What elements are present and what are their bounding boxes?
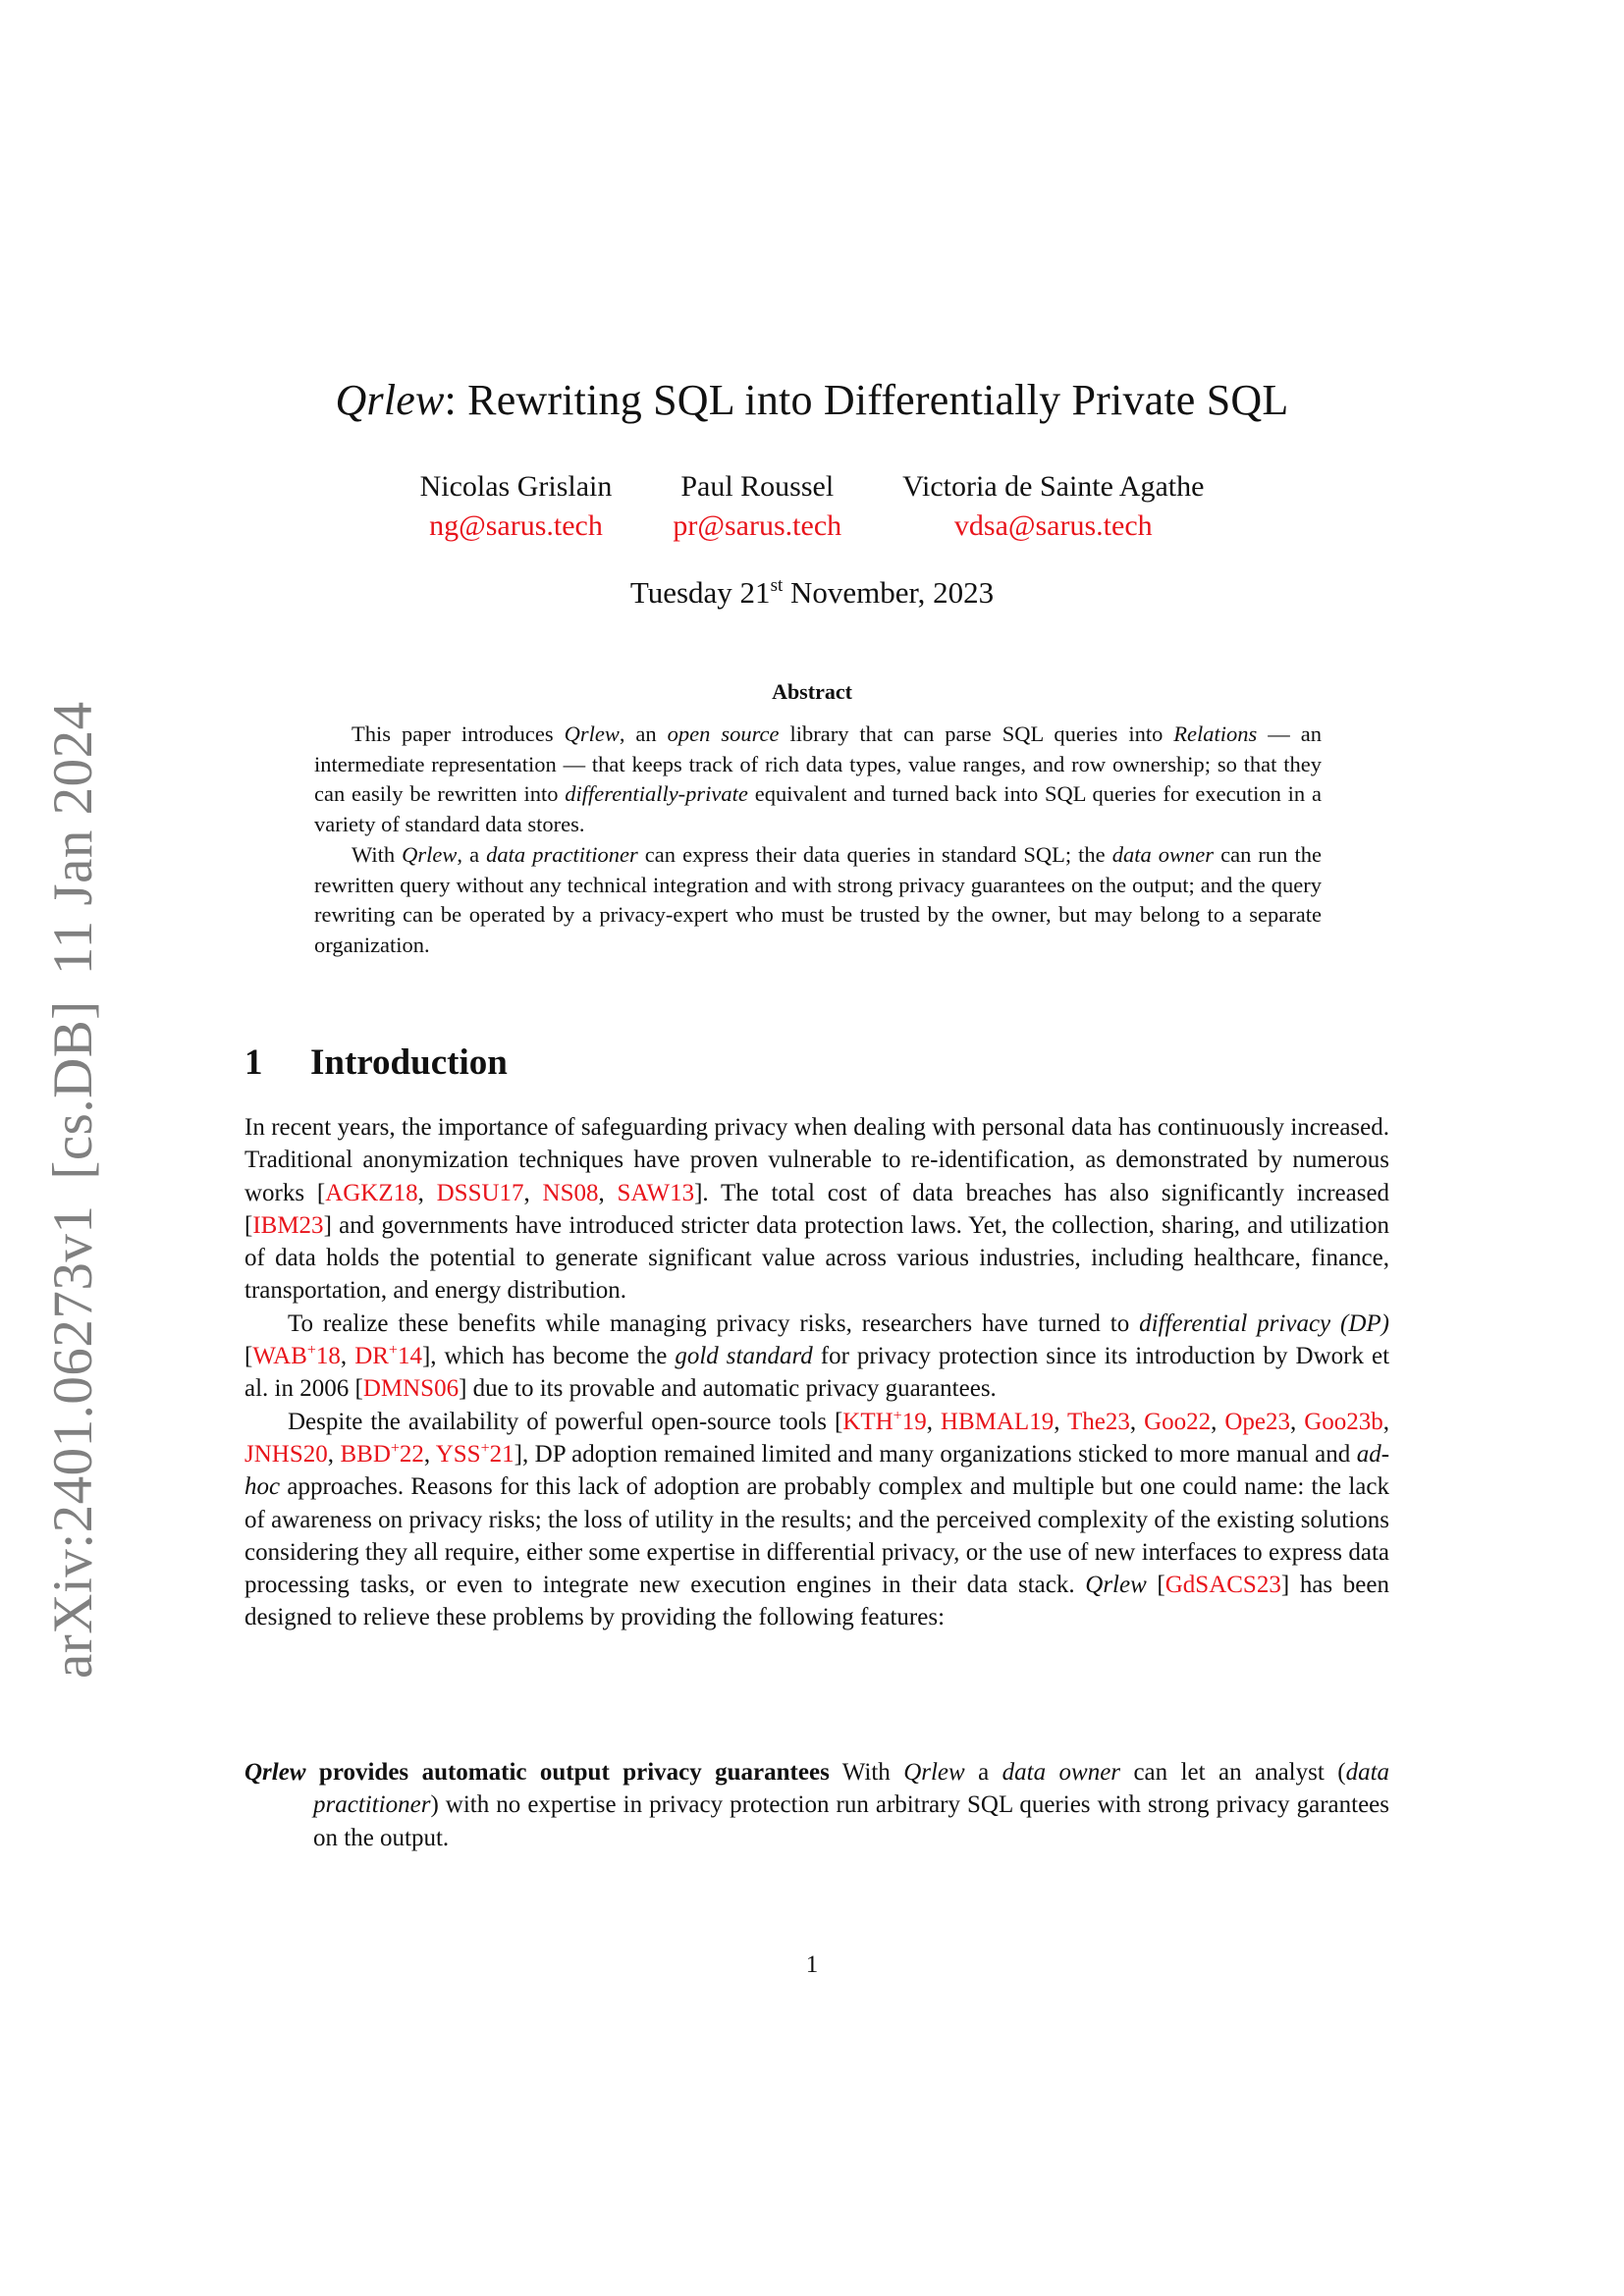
emph: Qrlew [244, 1759, 306, 1786]
citation-link[interactable]: Goo23b [1304, 1408, 1383, 1435]
citation-link[interactable]: WAB+18 [252, 1342, 341, 1370]
citation-link[interactable]: GdSACS23 [1164, 1572, 1281, 1599]
text: — an intermediate representation — that keeps track of rich data types, value ranges, and row ownership; so that they can easily be rewritten into [314, 721, 1322, 807]
emph: data owner [1111, 841, 1215, 867]
text: has been designed to relieve these problems by providing the following features: [244, 1572, 1389, 1631]
abstract-heading: Abstract [772, 679, 852, 704]
text: and governments have introduced stricter data protection laws. Yet, the collection, sharing, and utilization of data holds the potential to generate significant value across various industries, including healthcare, finance, transportation, and energy distribution. [244, 1211, 1389, 1305]
page-number: 1 [805, 1951, 819, 1978]
author [673, 467, 841, 546]
bracket: ] [459, 1375, 467, 1403]
emph: data owner [1001, 1759, 1121, 1786]
emph: Qrlew [1085, 1572, 1147, 1599]
citation-link[interactable]: KTH+19 [842, 1407, 927, 1435]
bracket: ] [323, 1211, 332, 1239]
bracket: [ [244, 1343, 253, 1370]
author-list [0, 467, 1624, 546]
author-name: Victoria de Sainte Agathe [902, 470, 1205, 503]
emph: gold standard [675, 1343, 813, 1370]
abstract-paragraph [314, 840, 1322, 961]
citation-link[interactable]: Ope23 [1224, 1408, 1291, 1435]
text: This paper introduces [352, 721, 565, 746]
bracket: [ [1157, 1572, 1165, 1599]
bracket: ] [421, 1343, 431, 1370]
paper-date [0, 573, 1624, 613]
citation-link[interactable]: Goo22 [1144, 1408, 1212, 1435]
bracket: [ [316, 1179, 326, 1206]
arxiv-stamp [39, 701, 108, 1679]
bracket: [ [354, 1375, 363, 1403]
citation-link[interactable]: NS08 [542, 1179, 599, 1206]
section-heading [244, 1039, 508, 1088]
citation-link[interactable]: AGKZ18 [325, 1179, 418, 1206]
citation-link[interactable]: The23 [1066, 1408, 1130, 1435]
text: With [352, 841, 403, 867]
text: due to its provable and automatic privacy guarantees. [466, 1375, 997, 1403]
text: To realize these benefits while managing privacy risks, researchers have turned to [288, 1309, 1140, 1337]
text: . The total cost of data breaches has also significantly increased [702, 1179, 1390, 1206]
citation-link[interactable]: DSSU17 [436, 1179, 524, 1206]
emph: Relations [1173, 721, 1258, 746]
author [420, 467, 613, 546]
text: Despite the availability of powerful open-source tools [288, 1408, 835, 1435]
text: can express their data queries in standard SQL; the [637, 841, 1112, 867]
emph: Qrlew [564, 721, 620, 746]
citation-link[interactable]: DMNS06 [362, 1375, 460, 1403]
emph: Qrlew [402, 841, 458, 867]
text: ) with no expertise in privacy protection run arbitrary SQL queries with strong privacy garantees on the output. [313, 1791, 1389, 1851]
bracket: ] [1280, 1572, 1290, 1599]
text: , DP adoption remained limited and many organizations sticked to more manual and [521, 1440, 1357, 1468]
author-name: Paul Roussel [680, 470, 835, 503]
text: equivalent and turned back into SQL queries for execution in a variety of standard data stores. [314, 781, 1322, 837]
arxiv-date: 11 Jan 2024 [42, 701, 104, 976]
section-number: 1 [244, 1042, 263, 1083]
text: approaches. Reasons for this lack of adoption are probably complex and multiple but one could name: the lack of awareness on privacy risks; the loss of utility in the results; and the perceived complexity of the existing solutions considering they all require, either some expertise in differential privacy, or the use of new interfaces to express data processing tasks, or even to integrate new execution engines in their data stack. [244, 1473, 1389, 1599]
date-ordinal: st [770, 575, 784, 596]
emph: differential privacy (DP) [1139, 1309, 1390, 1337]
date-prefix: Tuesday 21 [629, 575, 771, 610]
citation-link[interactable]: HBMAL19 [940, 1408, 1055, 1435]
emph: ad-hoc [244, 1440, 1390, 1501]
author-email-link[interactable]: pr@sarus.tech [673, 509, 842, 542]
bracket: ] [694, 1179, 703, 1206]
text: provides automatic output privacy guarantees [305, 1759, 830, 1786]
bracket: [ [834, 1408, 843, 1435]
text [1147, 1572, 1158, 1598]
author-email-link[interactable]: ng@sarus.tech [429, 509, 603, 542]
author [902, 467, 1204, 546]
text: , a [457, 841, 487, 867]
text: can let an analyst ( [1120, 1759, 1346, 1786]
title-rest: : Rewriting SQL into Differentially Private SQL [444, 376, 1289, 424]
text: library that can parse SQL queries into [779, 721, 1174, 746]
author-name: Nicolas Grislain [419, 470, 613, 503]
bracket: ] [514, 1440, 522, 1468]
abstract-paragraph [314, 720, 1322, 840]
emph: data practitioner [313, 1759, 1390, 1819]
arxiv-id: arXiv:2401.06273v1 [42, 1204, 104, 1679]
arxiv-category: [cs.DB] [42, 1000, 104, 1180]
bracket: [ [244, 1211, 253, 1239]
text: for privacy protection since its introduction by Dwork et al. in 2006 [244, 1343, 1390, 1403]
emph: Qrlew [903, 1759, 965, 1786]
text: a [964, 1759, 1002, 1786]
feature-item [244, 1756, 1389, 1854]
emph: open source [667, 721, 780, 746]
citation-link[interactable]: SAW13 [617, 1179, 695, 1206]
text: , an [619, 721, 668, 746]
text: can run the rewritten query without any technical integration and with strong privacy guarantees on the output; and the query rewriting can be operated by a privacy-expert who must be trusted by the owner, but may belong to a separate organization. [314, 841, 1322, 957]
title-name: Qrlew [335, 376, 445, 424]
section-title: Introduction [310, 1042, 508, 1083]
body-paragraph: In recent years, the importance of safeguarding privacy when dealing with personal data has continuously increased. Traditional anonymization techniques have proven vulnerable to re-identification, as demonstrated by numerous works [AGKZ18, DSSU17, NS08, SAW13]. The total cost of data breaches has also significantly increased [IBM23] and governments have introduced stricter data protection laws. Yet, the collection, sharing, and utilization of data holds the potential to generate significant value across various industries, including healthcare, finance, transportation, and energy distribution. [244, 1114, 1390, 1305]
citation-link[interactable]: DR+14 [354, 1342, 422, 1370]
emph: data practitioner [486, 841, 638, 867]
citation-link[interactable]: BBD+22 [340, 1439, 424, 1468]
author-email-link[interactable]: vdsa@sarus.tech [953, 509, 1153, 542]
body-paragraph: Despite the availability of powerful open-source tools [KTH+19, HBMAL19, The23, Goo22, Ope23, Goo23b, JNHS20, BBD+22, YSS+21], DP adoption remained limited and many organizations sticked to more manual and ad-hoc approaches. Reasons for this lack of adoption are probably complex and multiple but one could name: the lack of awareness on privacy risks; the loss of utility in the results; and the perceived complexity of the existing solutions considering they all require, either some expertise in differential privacy, or the use of new interfaces to express data processing tasks, or even to integrate new execution engines in their data stack. Qrlew [GdSACS23] has been designed to relieve these problems by providing the following features: [244, 1407, 1390, 1631]
emph: differentially-private [565, 781, 748, 807]
introduction-body [244, 1111, 1389, 1634]
body-paragraph: To realize these benefits while managing privacy risks, researchers have turned to differential privacy (DP) [WAB+18, DR+14], which has become the gold standard for privacy protection since its introduction by Dwork et al. in 2006 [DMNS06] due to its provable and automatic privacy guarantees. [244, 1309, 1390, 1403]
text: With [829, 1759, 904, 1786]
paper-title [0, 371, 1624, 430]
text: , which has become the [430, 1343, 676, 1370]
feature-label [244, 1759, 830, 1786]
date-suffix: November, 2023 [783, 575, 995, 610]
text: In recent years, the importance of safeguarding privacy when dealing with personal data has continuously increased. Traditional anonymization techniques have proven vulnerable to re-identification, as demonstrated by numerous works [244, 1114, 1389, 1206]
citation-link[interactable]: JNHS20 [244, 1440, 328, 1468]
citation-link[interactable]: IBM23 [252, 1211, 324, 1239]
citation-link[interactable]: YSS+21 [435, 1439, 514, 1468]
abstract [314, 720, 1322, 961]
